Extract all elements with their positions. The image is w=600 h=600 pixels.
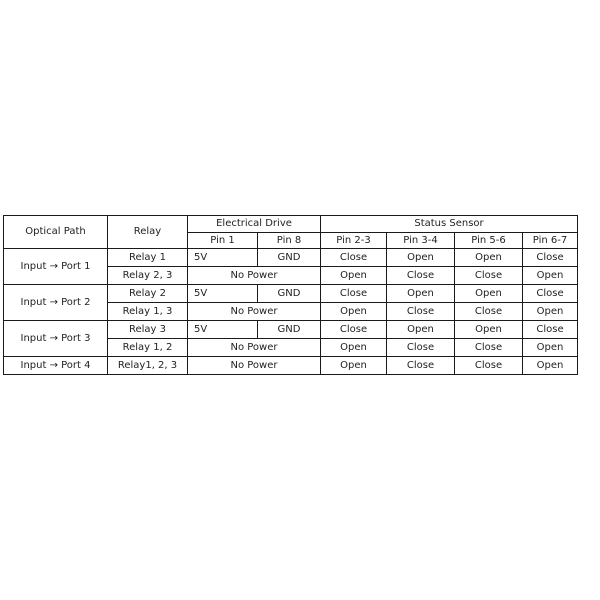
no-power-cell: No Power [188, 357, 321, 375]
relay-cell: Relay 1 [108, 249, 188, 267]
header-status-sensor: Status Sensor [321, 216, 578, 233]
sensor-cell: Close [321, 249, 387, 267]
sensor-cell: Close [387, 303, 455, 321]
sensor-cell: Close [455, 357, 523, 375]
sensor-cell: Open [321, 339, 387, 357]
sensor-cell: Open [455, 249, 523, 267]
sensor-cell: Close [455, 339, 523, 357]
table-row [4, 321, 578, 339]
sensor-cell: Open [321, 303, 387, 321]
sensor-cell: Close [321, 321, 387, 339]
sensor-cell: Close [387, 267, 455, 285]
table-row [4, 285, 578, 303]
header-pin-6-7: Pin 6-7 [523, 233, 578, 249]
pin-8-cell: GND [258, 285, 321, 303]
sensor-cell: Open [387, 321, 455, 339]
sensor-cell: Open [523, 357, 578, 375]
sensor-cell: Close [455, 303, 523, 321]
header-optical-path: Optical Path [4, 216, 108, 249]
relay-cell: Relay 1, 3 [108, 303, 188, 321]
relay-cell: Relay 2 [108, 285, 188, 303]
sensor-cell: Open [387, 249, 455, 267]
header-pin-2-3: Pin 2-3 [321, 233, 387, 249]
pin-8-cell: GND [258, 321, 321, 339]
optical-path-cell: Input → Port 1 [4, 249, 108, 285]
header-pin-1: Pin 1 [188, 233, 258, 249]
relay-status-table-container [3, 215, 577, 375]
header-pin-8: Pin 8 [258, 233, 321, 249]
pin-1-cell: 5V [188, 321, 258, 339]
relay-cell: Relay 1, 2 [108, 339, 188, 357]
optical-path-cell: Input → Port 4 [4, 357, 108, 375]
sensor-cell: Close [321, 285, 387, 303]
pin-1-cell: 5V [188, 285, 258, 303]
table-row [4, 249, 578, 267]
no-power-cell: No Power [188, 267, 321, 285]
sensor-cell: Close [387, 339, 455, 357]
sensor-cell: Open [455, 321, 523, 339]
sensor-cell: Open [321, 267, 387, 285]
sensor-cell: Open [321, 357, 387, 375]
sensor-cell: Close [523, 285, 578, 303]
header-pin-3-4: Pin 3-4 [387, 233, 455, 249]
sensor-cell: Open [387, 285, 455, 303]
no-power-cell: No Power [188, 303, 321, 321]
optical-path-cell: Input → Port 3 [4, 321, 108, 357]
pin-8-cell: GND [258, 249, 321, 267]
relay-cell: Relay1, 2, 3 [108, 357, 188, 375]
no-power-cell: No Power [188, 339, 321, 357]
table-row [4, 357, 578, 375]
sensor-cell: Close [523, 321, 578, 339]
sensor-cell: Open [523, 303, 578, 321]
relay-cell: Relay 3 [108, 321, 188, 339]
sensor-cell: Close [455, 267, 523, 285]
optical-path-cell: Input → Port 2 [4, 285, 108, 321]
relay-status-table [3, 215, 578, 375]
pin-1-cell: 5V [188, 249, 258, 267]
header-relay: Relay [108, 216, 188, 249]
sensor-cell: Close [523, 249, 578, 267]
header-electrical-drive: Electrical Drive [188, 216, 321, 233]
header-pin-5-6: Pin 5-6 [455, 233, 523, 249]
sensor-cell: Open [523, 267, 578, 285]
relay-cell: Relay 2, 3 [108, 267, 188, 285]
sensor-cell: Open [455, 285, 523, 303]
sensor-cell: Open [523, 339, 578, 357]
sensor-cell: Close [387, 357, 455, 375]
